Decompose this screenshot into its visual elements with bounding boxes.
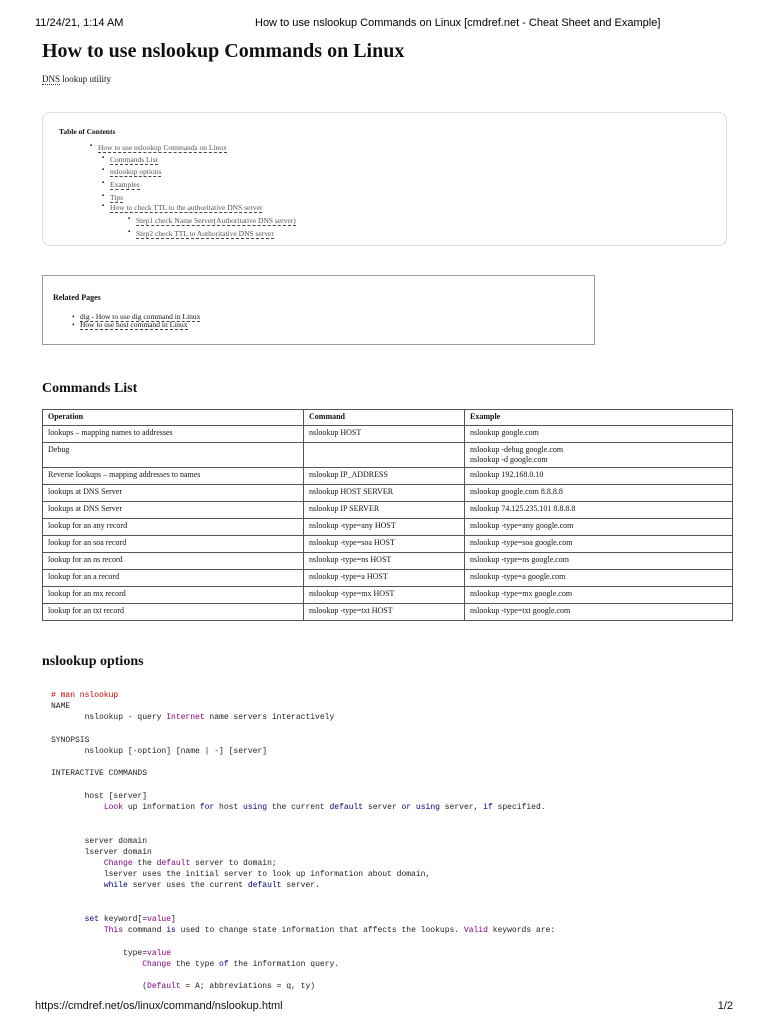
- code-line: nslookup [-option] [name | -] [server]: [51, 747, 268, 757]
- table-row: lookup for an txt record nslookup -type=txt HOST nslookup -type=txt google.com: [43, 604, 733, 621]
- table-header-row: [43, 410, 733, 426]
- page-title: How to use nslookup Commands on Linux: [42, 40, 405, 62]
- code-line: nslookup - query Internet name servers interactively: [51, 713, 335, 723]
- code-line: This command is used to change state information that affects the lookups. Valid keywords are:: [103, 926, 556, 936]
- table-of-contents: [42, 112, 727, 246]
- code-line: NAME: [51, 702, 71, 712]
- table-row: lookup for an mx record nslookup -type=mx HOST nslookup -type=mx google.com: [43, 587, 733, 604]
- code-line: host [server]: [51, 791, 148, 801]
- page-subtitle: [42, 74, 111, 84]
- col-command: Command: [304, 410, 465, 426]
- table-row: lookup for an soa record nslookup -type=soa HOST nslookup -type=soa google.com: [43, 536, 733, 553]
- related-link[interactable]: • How to use host command in Linux: [80, 320, 188, 329]
- subtitle-text: lookup utility: [60, 74, 112, 84]
- toc-item[interactable]: ▪ Step1 check Name Server(Authoritative DNS server): [136, 216, 296, 225]
- table-row: lookup for an a record nslookup -type=a HOST nslookup -type=a google.com: [43, 570, 733, 587]
- code-line: (Default = A; abbreviations = q, ty): [51, 982, 316, 992]
- toc-item[interactable]: ▪ Commands List: [110, 155, 158, 164]
- code-line: # man nslookup: [51, 691, 119, 700]
- man-page-code: [51, 690, 555, 992]
- related-link[interactable]: • dig - How to use dig command in Linux: [80, 312, 200, 321]
- nslookup-options-heading: nslookup options: [42, 654, 144, 669]
- toc-title: Table of Contents: [59, 127, 116, 136]
- commands-list-heading: Commands List: [42, 381, 138, 396]
- dns-abbr[interactable]: DNS: [42, 74, 61, 84]
- code-line: set keyword[=value]: [84, 915, 176, 925]
- code-line: SYNOPSIS: [51, 735, 90, 745]
- toc-item[interactable]: ▪ How to check TTL to the authoritative DNS server: [110, 203, 262, 212]
- related-pages: [42, 275, 595, 345]
- commands-table: [42, 409, 733, 621]
- code-line: type=value: [51, 948, 172, 958]
- col-example: Example: [465, 410, 733, 426]
- code-line: while server uses the current default server.: [103, 881, 320, 891]
- print-url: https://cmdref.net/os/linux/command/nslookup.html: [35, 1000, 283, 1012]
- table-row: lookups – mapping names to addresses nslookup HOST nslookup google.com: [43, 426, 733, 443]
- table-row: lookup for an ns record nslookup -type=ns HOST nslookup -type=ns google.com: [43, 553, 733, 570]
- toc-item[interactable]: ▪ How to use nslookup Commands on Linux: [98, 143, 227, 152]
- code-line: Look up information for host using the current default server or using server, if specified.: [103, 803, 546, 813]
- print-header: [35, 17, 733, 31]
- toc-item[interactable]: ▪ Step2 check TTL to Authoritative DNS server: [136, 229, 274, 238]
- table-row: lookups at DNS Server nslookup IP SERVER nslookup 74.125.235.101 8.8.8.8: [43, 502, 733, 519]
- print-date: 11/24/21, 1:14 AM: [35, 17, 124, 29]
- related-title: Related Pages: [53, 293, 101, 302]
- page-number: 1/2: [717, 1000, 733, 1012]
- table-row: lookups at DNS Server nslookup HOST SERVER nslookup google.com 8.8.8.8: [43, 485, 733, 502]
- toc-item[interactable]: ▪ Examples: [110, 180, 140, 189]
- code-line: server domain: [51, 836, 148, 846]
- table-row: Reverse lookups – mapping addresses to names nslookup IP_ADDRESS nslookup 192.168.0.10: [43, 468, 733, 485]
- table-row: lookup for an any record nslookup -type=any HOST nslookup -type=any google.com: [43, 519, 733, 536]
- col-operation: Operation: [43, 410, 304, 426]
- code-line: lserver domain: [51, 847, 152, 857]
- print-title: How to use nslookup Commands on Linux [cmdref.net - Cheat Sheet and Example]: [255, 17, 661, 29]
- code-line: INTERACTIVE COMMANDS: [51, 769, 148, 779]
- code-line: lserver uses the initial server to look up information about domain,: [51, 870, 431, 880]
- toc-item[interactable]: ▪ nslookup options: [110, 167, 161, 176]
- toc-item[interactable]: ▪ Tips: [110, 193, 123, 202]
- code-line: Change the default server to domain;: [103, 859, 277, 869]
- code-line: Change the type of the information query.: [142, 959, 340, 969]
- table-row: Debug nslookup -debug google.com nslookup -d google.com: [43, 443, 733, 468]
- print-footer: [35, 1000, 733, 1014]
